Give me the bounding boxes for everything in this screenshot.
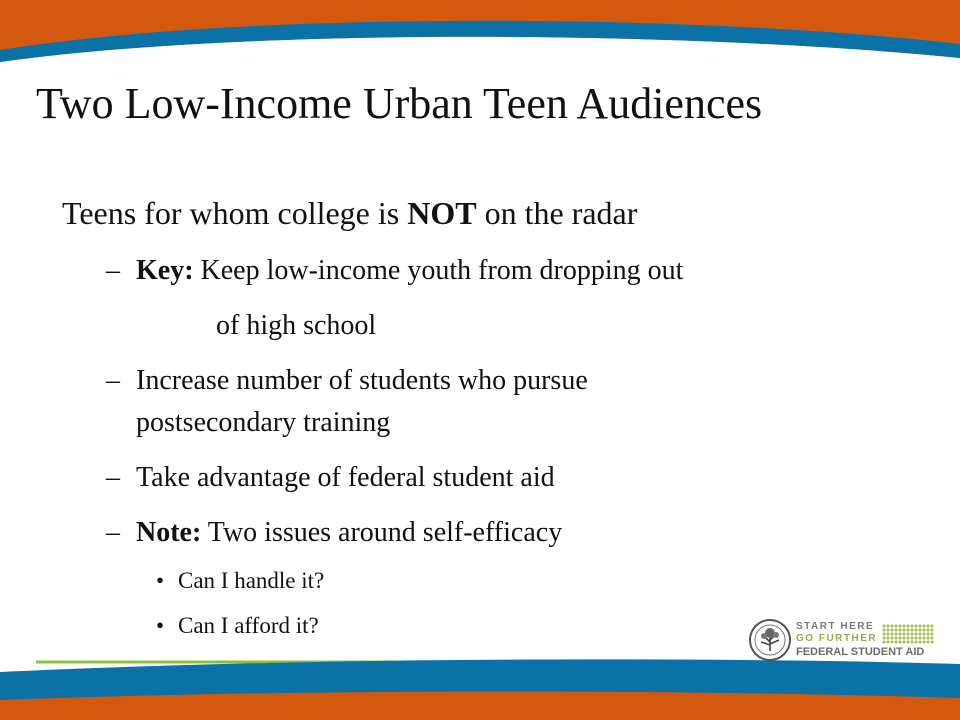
point-key-continuation: of high school (216, 310, 377, 341)
logo-line-go-further: GO FURTHER (796, 633, 878, 644)
logo-line-federal-student-aid: FEDERAL STUDENT AID (796, 646, 925, 658)
subpoint-afford: Can I afford it? (178, 613, 319, 638)
dash-marker: – (106, 462, 120, 493)
logo-dot-pattern (882, 624, 934, 644)
dash-marker: – (106, 517, 120, 548)
point-increase: Increase number of students who pursue (136, 365, 588, 396)
point-note (136, 516, 562, 550)
dash-marker: – (106, 365, 120, 396)
heading-prefix: Teens for whom college is (62, 195, 408, 231)
bullet-marker: • (156, 613, 165, 638)
slide-title: Two Low-Income Urban Teen Audiences (36, 79, 763, 128)
point-note-text: Two issues around self-efficacy (201, 517, 563, 548)
point-increase-continuation: postsecondary training (136, 407, 391, 438)
point-federal-aid: Take advantage of federal student aid (136, 462, 555, 493)
federal-student-aid-logo (748, 618, 940, 664)
point-key (136, 254, 683, 288)
heading-emphasis: NOT (407, 195, 477, 231)
subpoint-handle: Can I handle it? (178, 568, 325, 593)
point-key-label: Key: (136, 255, 194, 286)
department-seal-icon (748, 618, 792, 662)
point-key-text: Keep low-income youth from dropping out (193, 255, 684, 286)
heading-suffix: on the radar (476, 195, 638, 231)
dash-marker: – (106, 255, 120, 286)
bullet-marker: • (156, 568, 165, 593)
heading-line (62, 193, 637, 233)
logo-line-start-here: START HERE (796, 621, 875, 632)
point-note-label: Note: (136, 517, 202, 548)
